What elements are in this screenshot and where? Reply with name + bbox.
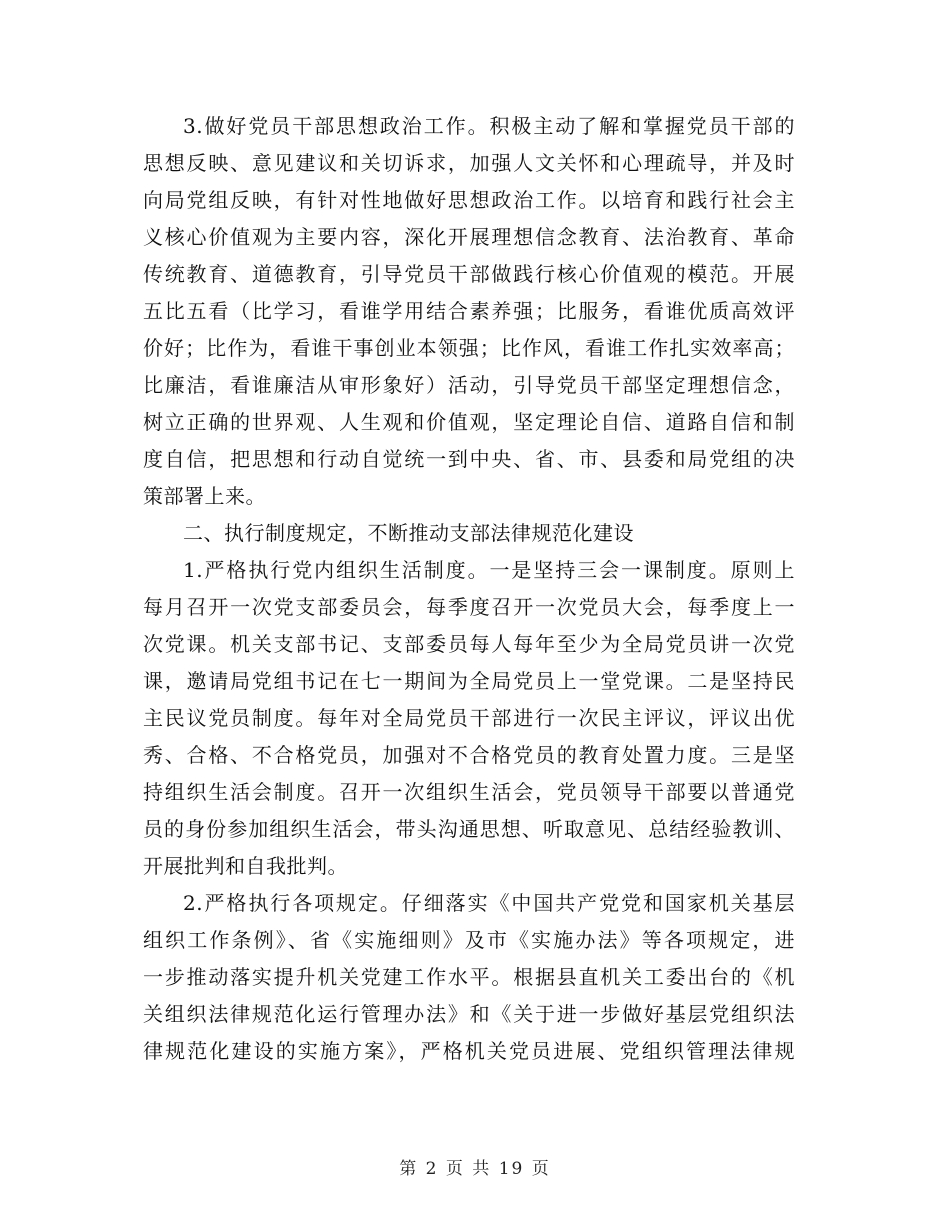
text-line: 律规范化建设的实施方案》，严格机关党员进展、党组织管理法律规: [143, 1039, 795, 1063]
text-line: 开展批判和自我批判。: [143, 854, 348, 878]
text-line: 1.严格执行党内组织生活制度。一是坚持三会一课制度。原则上: [183, 558, 795, 582]
text-line: 课，邀请局党组书记在七一期间为全局党员上一堂党课。二是坚持民: [143, 669, 795, 693]
text-line: 传统教育、道德教育，引导党员干部做践行核心价值观的模范。开展: [143, 262, 795, 286]
text-line: 向局党组反映，有针对性地做好思想政治工作。以培育和践行社会主: [143, 188, 795, 212]
text-line: 五比五看（比学习，看谁学用结合素养强；比服务，看谁优质高效评: [143, 299, 795, 323]
text-line: 义核心价值观为主要内容，深化开展理想信念教育、法治教育、革命: [143, 225, 795, 249]
text-line: 一步推动落实提升机关党建工作水平。根据县直机关工委出台的《机: [143, 965, 795, 989]
text-line: 3.做好党员干部思想政治工作。积极主动了解和掌握党员干部的: [183, 114, 795, 138]
document-body: [143, 108, 795, 1070]
text-line: 秀、合格、不合格党员，加强对不合格党员的教育处置力度。三是坚: [143, 743, 795, 767]
page-number: 第 2 页 共 19 页: [399, 1159, 551, 1179]
text-line: 度自信，把思想和行动自觉统一到中央、省、市、县委和局党组的决: [143, 447, 795, 471]
text-line: 每月召开一次党支部委员会，每季度召开一次党员大会，每季度上一: [143, 595, 795, 619]
text-line: 策部署上来。: [143, 484, 266, 508]
text-line: 持组织生活会制度。召开一次组织生活会，党员领导干部要以普通党: [143, 780, 795, 804]
section-heading: 二、执行制度规定，不断推动支部法律规范化建设: [183, 521, 634, 545]
text-line: 价好；比作为，看谁干事创业本领强；比作风，看谁工作扎实效率高；: [143, 336, 795, 360]
text-line: 2.严格执行各项规定。仔细落实《中国共产党党和国家机关基层: [183, 891, 795, 915]
text-line: 树立正确的世界观、人生观和价值观，坚定理论自信、道路自信和制: [143, 410, 795, 434]
text-line: 比廉洁，看谁廉洁从审形象好）活动，引导党员干部坚定理想信念，: [143, 373, 795, 397]
text-line: 次党课。机关支部书记、支部委员每人每年至少为全局党员讲一次党: [143, 632, 795, 656]
text-line: 思想反映、意见建议和关切诉求，加强人文关怀和心理疏导，并及时: [143, 151, 795, 175]
text-line: 关组织法律规范化运行管理办法》和《关于进一步做好基层党组织法: [143, 1002, 795, 1026]
text-line: 组织工作条例》、省《实施细则》及市《实施办法》等各项规定，进: [143, 928, 795, 952]
text-line: 员的身份参加组织生活会，带头沟通思想、听取意见、总结经验教训、: [143, 817, 795, 841]
text-line: 主民议党员制度。每年对全局党员干部进行一次民主评议，评议出优: [143, 706, 795, 730]
